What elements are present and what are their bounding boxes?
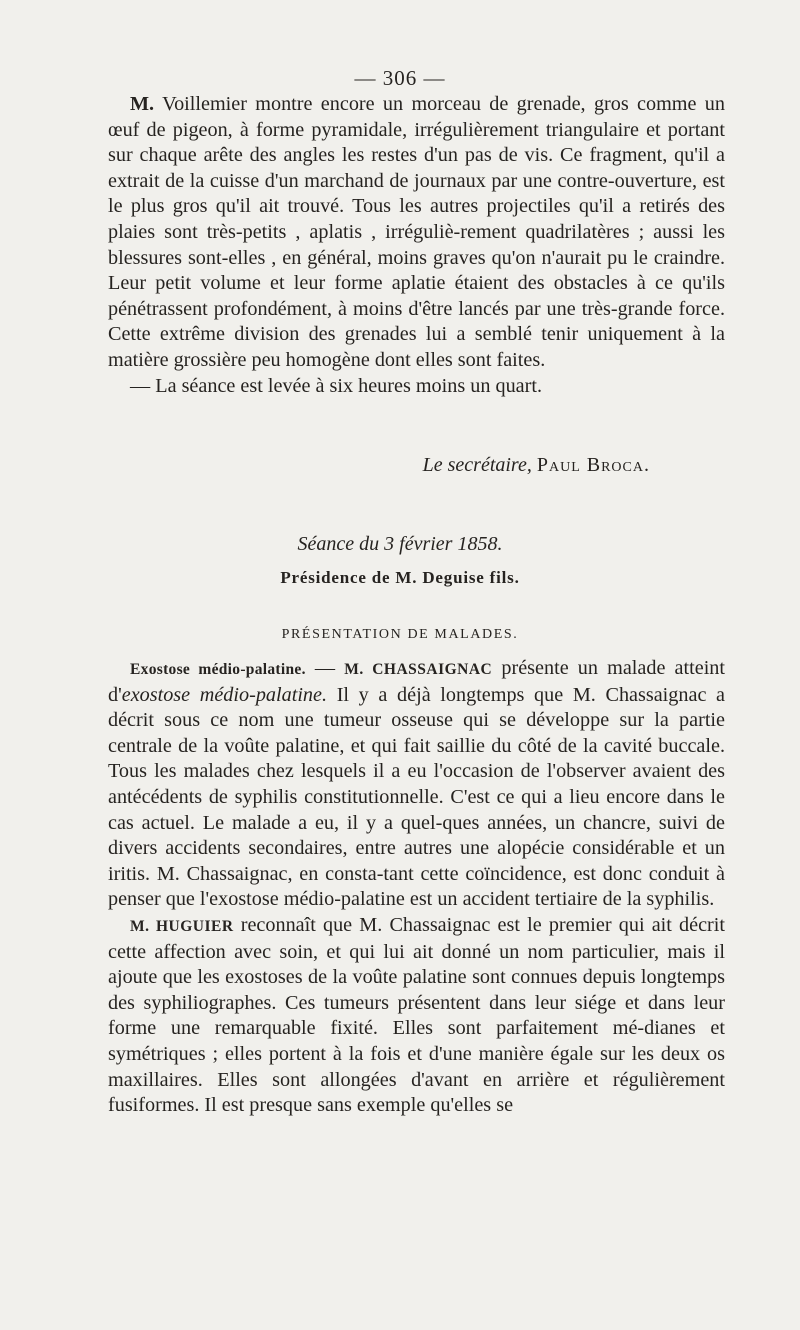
secretary-role: Le secrétaire, [422,454,532,476]
session-text [108,656,725,1119]
closing-line: — La séance est levée à six heures moins un quart. [130,374,543,397]
secretary-name: Paul Broca. [536,454,650,476]
presenter-name: M. CHASSAIGNAC [344,661,493,678]
page-number: — 306 — [354,66,446,90]
reply-text: reconnaît que M. Chassaignac est le premier qui ait décrit cette affection avec soin, et qui lui ait donné un nom particulier, mais il ajoute que les exostoses de la voûte palatine sont connues depuis longtemps des syphiliographes. Ces tumeurs présentent dans leur siége et dans leur forme une remarquable fixité. Elles sont parfaitement mé-dianes et symétriques ; elles portent à la fois et d'une manière égale sur les deux os maxillaires. Elles sont allongées d'avant en arrière et régulièrement fusiformes. Il est presque sans exemple qu'elles se [108,913,726,1117]
case-text-b: Il y a déjà longtemps que M. Chassaignac a décrit sous ce nom une tumeur osseuse qui se développe sur la partie centrale de la voûte palatine, et qui fait saillie du côté de la cavité buccale. Tous les malades chez lesquels il a eu l'occasion de l'observer avaient des antécédents de syphilis constitutionnelle. C'est ce qui a lieu encore dans le cas actuel. Le malade a eu, il y a quel-ques années, un chancre, suivi de divers accidents secondaires, entre autres une alopécie considérable et un iritis. M. Chassaignac, en consta-tant cette coïncidence, est donc conduit à penser que l'exostose médio-palatine est un accident tertiaire de la syphilis. [108,683,726,911]
secretary-signature [423,454,650,477]
case-text-a: présente un malade atteint d' [108,657,725,706]
voillemier-text: Voillemier montre encore un morceau de grenade, gros comme un œuf de pigeon, à forme pyramidale, irrégulièrement triangulaire et portant sur chaque arête des angles les restes d'un pas de vis. Ce fragment, qu'il a extrait de la cuisse d'un marchand de journaux par une contre-ouverture, est le plus gros qu'il ait trouvé. Tous les autres projectiles qu'il a retirés des plaies sont très-petits , aplatis , irréguliè-rement quadrilatères ; aussi les blessures sont-elles , en général, moins graves qu'on n'aurait pu le craindre. Leur petit volume et leur forme aplatie étaient des obstacles à ce qu'ils pénétrassent profondément, à moins d'être lancés par une très-grande force. Cette extrême division des grenades lui a semblé tenir uniquement à la matière grossière peu homogène dont elles sont faites. [108,93,725,371]
presidency-line: Présidence de M. Deguise fils. [280,568,520,587]
case-italic-term: exostose médio-palatine. [121,683,328,706]
speaker-initial: M. [130,93,155,115]
previous-session-text [108,92,725,399]
huguier-paragraph [108,913,725,1119]
chassaignac-paragraph [108,656,725,913]
session-date: Séance du 3 février 1858. [297,533,503,555]
case-title: Exostose médio-palatine. [130,661,306,678]
voillemier-paragraph [108,92,725,374]
em-dash: — [314,657,336,679]
reply-speaker: M. HUGUIER [130,917,234,935]
section-heading: PRÉSENTATION DE MALADES. [281,627,519,642]
